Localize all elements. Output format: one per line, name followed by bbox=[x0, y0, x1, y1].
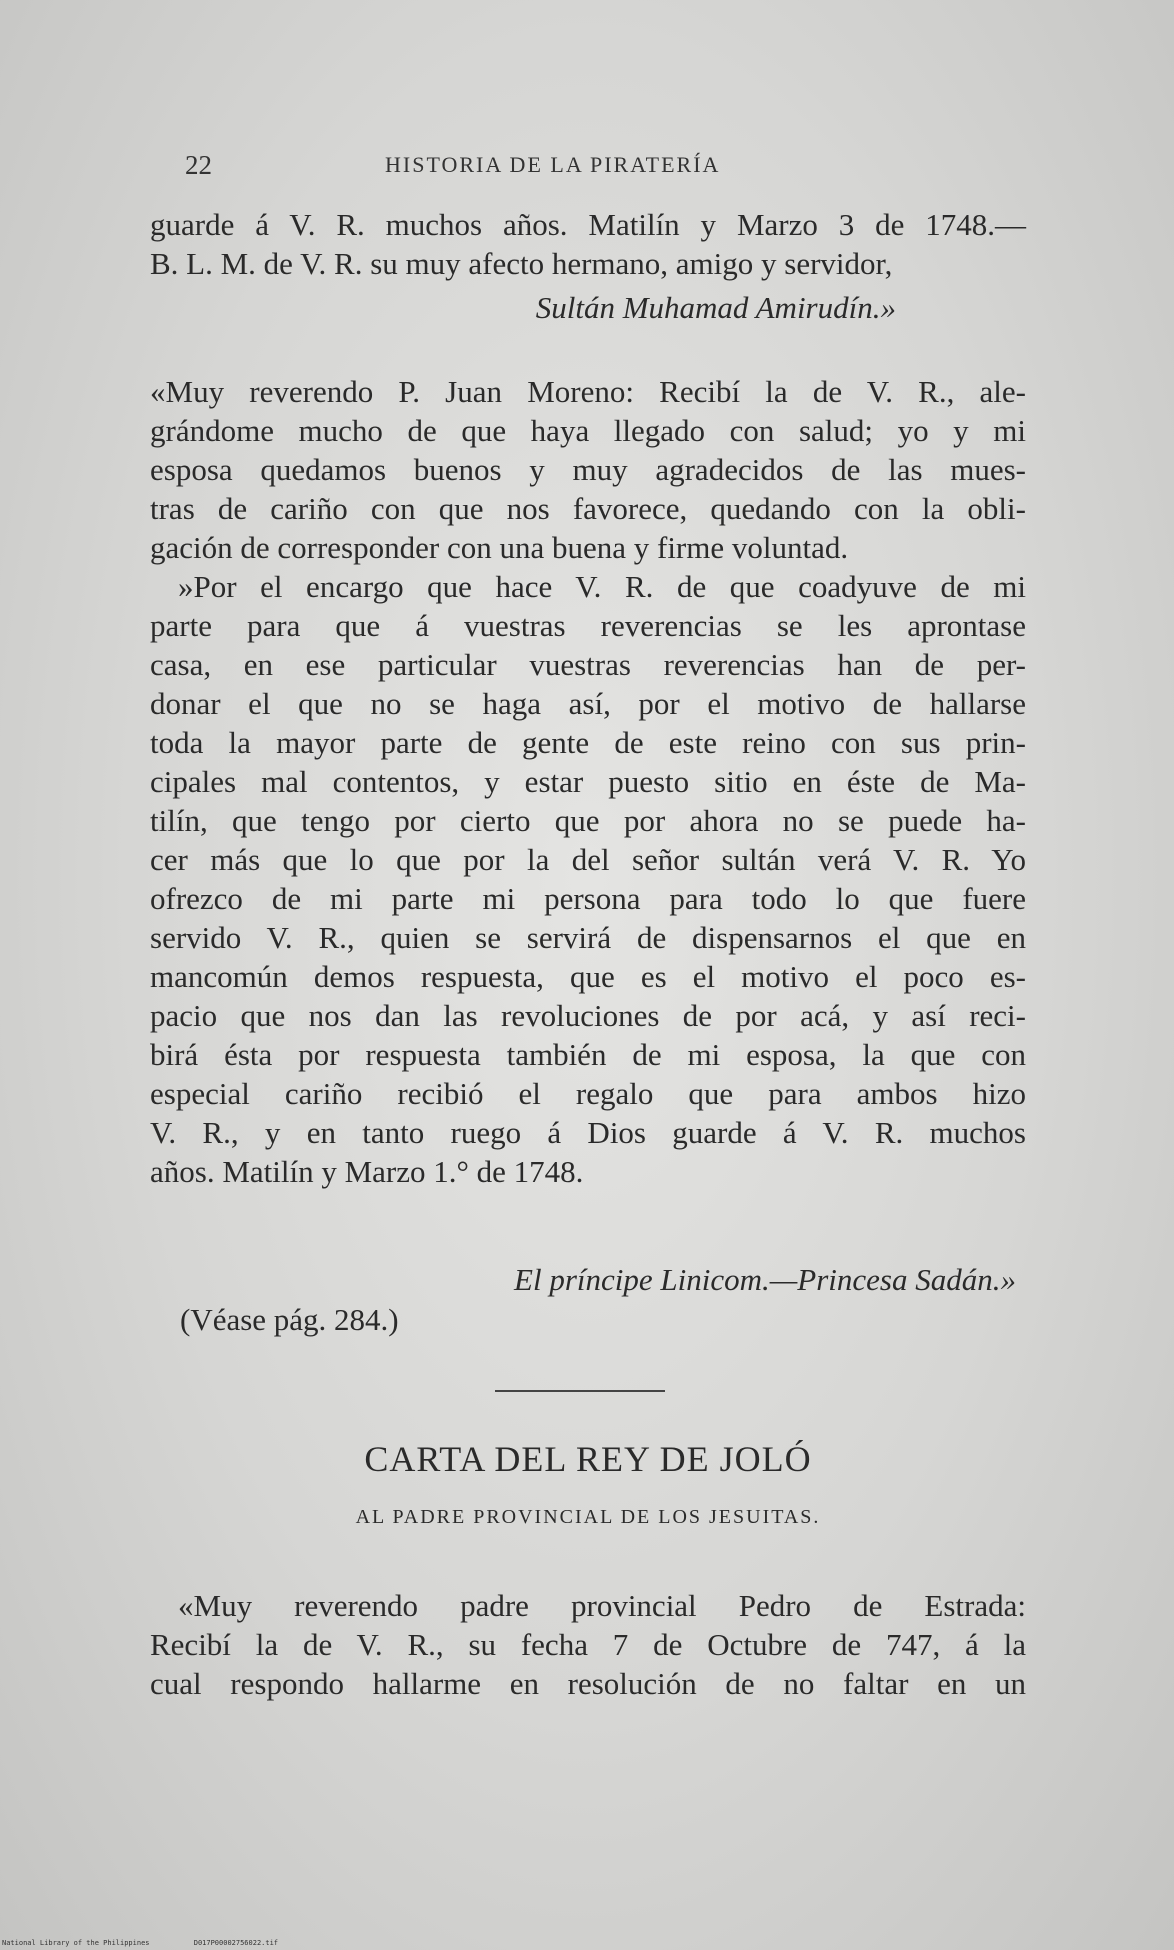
text-line: »Por el encargo que hace V. R. de que coadyuve de mi bbox=[178, 569, 1026, 604]
running-head: HISTORIA DE LA PIRATERÍA bbox=[385, 152, 721, 177]
text-line: toda la mayor parte de gente de este reino con sus prin- bbox=[150, 725, 1026, 760]
letter-3-body bbox=[150, 1586, 1026, 1703]
page-number: 22 bbox=[185, 150, 212, 180]
page-header bbox=[185, 150, 785, 184]
library-name: National Library of the Philippines bbox=[2, 1939, 150, 1947]
text-line: esposa quedamos buenos y muy agradecidos de las mues- bbox=[150, 452, 1026, 487]
scan-footer bbox=[2, 1939, 318, 1947]
section-subtitle: AL PADRE PROVINCIAL DE LOS JESUITAS. bbox=[355, 1506, 821, 1528]
text-line: grándome mucho de que haya llegado con salud; yo y mi bbox=[150, 413, 1026, 448]
text-line: cer más que lo que por la del señor sultán verá V. R. Yo bbox=[150, 842, 1026, 877]
section-title: CARTA DEL REY DE JOLÓ bbox=[364, 1439, 812, 1479]
text-line: tilín, que tengo por cierto que por ahora no se puede ha- bbox=[150, 803, 1026, 838]
text-line: tras de cariño con que nos favorece, quedando con la obli- bbox=[150, 491, 1026, 526]
text-line: pacio que nos dan las revoluciones de por acá, y así reci- bbox=[150, 998, 1026, 1033]
text-line: gación de corresponder con una buena y firme voluntad. bbox=[150, 530, 849, 565]
text-line: ofrezco de mi parte mi persona para todo lo que fuere bbox=[150, 881, 1026, 916]
text-line: servido V. R., quien se servirá de dispensarnos el que en bbox=[150, 920, 1026, 955]
letter-2-body bbox=[150, 372, 1026, 1191]
page-reference: (Véase pág. 284.) bbox=[180, 1302, 399, 1337]
text-line: «Muy reverendo padre provincial Pedro de Estrada: bbox=[178, 1588, 1026, 1623]
text-line: especial cariño recibió el regalo que para ambos hizo bbox=[150, 1076, 1026, 1111]
text-line: birá ésta por respuesta también de mi esposa, la que con bbox=[150, 1037, 1026, 1072]
file-id: D017P00002756022.tif bbox=[193, 1939, 279, 1947]
signature-prince-princess: El príncipe Linicom.—Princesa Sadán.» bbox=[514, 1262, 1016, 1297]
text-line: cipales mal contentos, y estar puesto sitio en éste de Ma- bbox=[150, 764, 1026, 799]
text-line: parte para que á vuestras reverencias se les aprontase bbox=[150, 608, 1026, 643]
text-line: Recibí la de V. R., su fecha 7 de Octubre de 747, á la bbox=[150, 1627, 1026, 1662]
text-line: «Muy reverendo P. Juan Moreno: Recibí la de V. R., ale- bbox=[150, 374, 1026, 409]
text-line: donar el que no se haga así, por el motivo de hallarse bbox=[150, 686, 1026, 721]
text-line: mancomún demos respuesta, que es el motivo el poco es- bbox=[150, 959, 1026, 994]
text-line: cual respondo hallarme en resolución de no faltar en un bbox=[150, 1666, 1026, 1701]
text-line: V. R., y en tanto ruego á Dios guarde á V. R. muchos bbox=[150, 1115, 1026, 1150]
signature-sultan: Sultán Muhamad Amirudín.» bbox=[535, 290, 896, 325]
letter-1-closing bbox=[150, 205, 1026, 283]
text-line: B. L. M. de V. R. su muy afecto hermano, amigo y servidor, bbox=[150, 246, 893, 281]
text-line: casa, en ese particular vuestras reverencias han de per- bbox=[150, 647, 1026, 682]
text-line: años. Matilín y Marzo 1.° de 1748. bbox=[150, 1154, 584, 1189]
text-line: guarde á V. R. muchos años. Matilín y Marzo 3 de 1748.— bbox=[150, 207, 1026, 242]
section-divider bbox=[495, 1390, 665, 1392]
